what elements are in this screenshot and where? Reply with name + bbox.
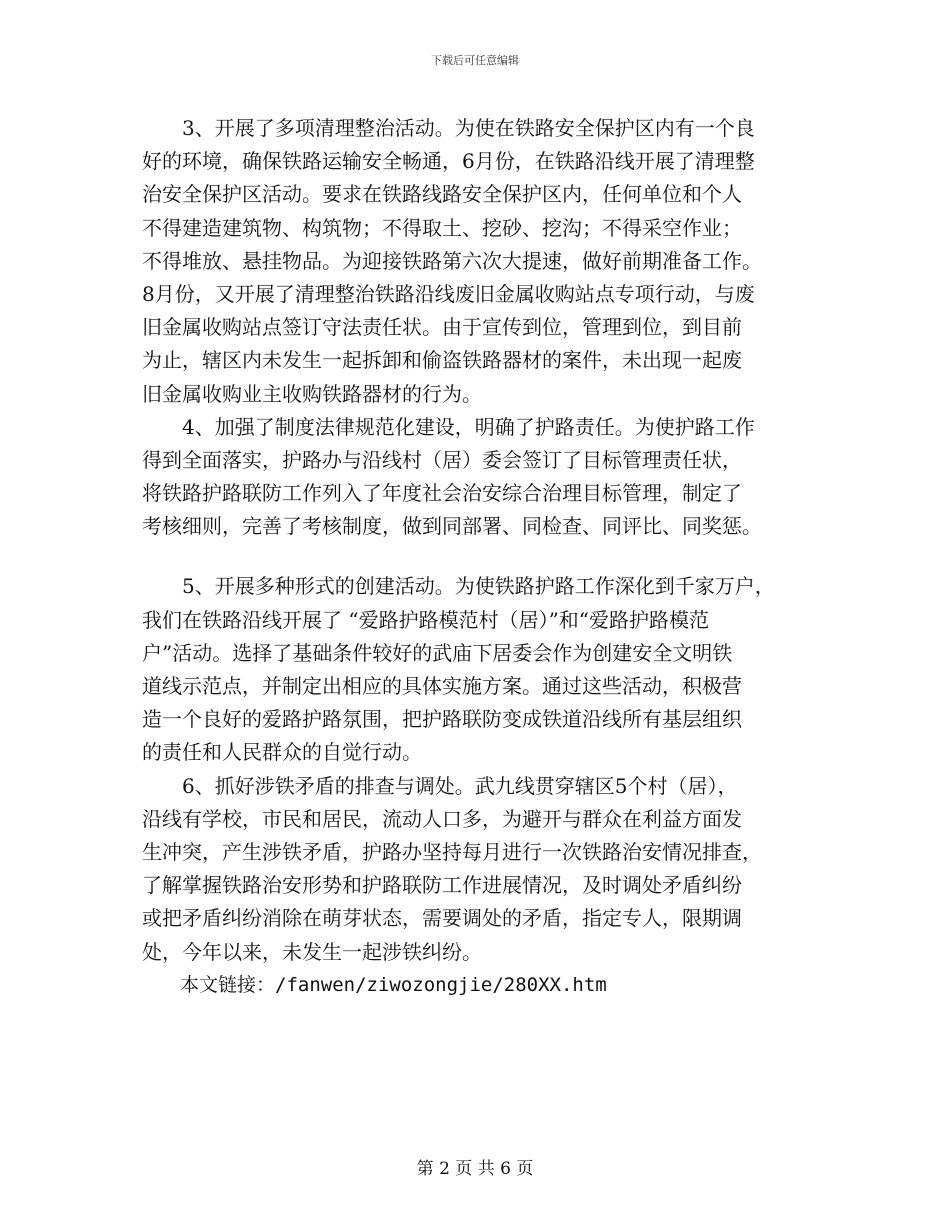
text-line: 4、加强了制度法律规范化建设，明确了护路责任。为使护路工作 (142, 414, 755, 439)
text-line: 造一个良好的爱路护路氛围，把护路联防变成铁道沿线所有基层组织 (142, 707, 742, 732)
article-link[interactable]: 本文链接：/fanwen/ziwozongjie/280XX.htm (142, 973, 607, 996)
text-line: 旧金属收购业主收购铁路器材的行为。 (142, 381, 482, 406)
text-line: 生冲突，产生涉铁矛盾，护路办坚持每月进行一次铁路治安情况排查， (142, 839, 762, 864)
paragraph-6 (142, 770, 822, 969)
page-footer: 第 2 页 共 6 页 (416, 1159, 534, 1179)
text-line: 考核细则，完善了考核制度，做到同部署、同检查、同评比、同奖惩。 (142, 514, 762, 539)
text-line: 治安全保护区活动。要求在铁路线路安全保护区内，任何单位和个人 (142, 182, 742, 207)
paragraph-5 (142, 570, 822, 769)
text-line: 不得堆放、悬挂物品。为迎接铁路第六次大提速，做好前期准备工作。 (142, 248, 762, 273)
text-line: 6、抓好涉铁矛盾的排查与调处。武九线贯穿辖区5个村（居）， (142, 773, 738, 798)
paragraph-spacer (142, 543, 822, 570)
page-header: 下载后可任意编辑 (431, 54, 519, 67)
text-line: 8月份，又开展了清理整治铁路沿线废旧金属收购站点专项行动，与废 (142, 281, 755, 306)
text-line: 将铁路护路联防工作列入了年度社会治安综合治理目标管理，制定了 (142, 481, 742, 506)
text-line: 旧金属收购站点签订守法责任状。由于宣传到位，管理到位，到目前 (142, 315, 742, 340)
text-line: 5、开展多种形式的创建活动。为使铁路护路工作深化到千家万户， (142, 574, 775, 599)
document-body (142, 112, 822, 1002)
text-line: 得到全面落实，护路办与沿线村（居）委会签订了目标管理责任状， (142, 447, 742, 472)
text-line: 沿线有学校，市民和居民，流动人口多，为避开与群众在利益方面发 (142, 806, 742, 831)
text-line: 我们在铁路沿线开展了 “爱路护路模范村（居）”和“爱路护路模范 (142, 607, 710, 632)
text-line: 户”活动。选择了基础条件较好的武庙下居委会作为创建安全文明铁 (142, 640, 733, 665)
text-line: 好的环境，确保铁路运输安全畅通，6月份，在铁路沿线开展了清理整 (142, 149, 755, 174)
paragraph-3 (142, 112, 822, 411)
text-line: 3、开展了多项清理整治活动。为使在铁路安全保护区内有一个良 (142, 116, 755, 140)
text-line: 处，今年以来，未发生一起涉铁纠纷。 (142, 939, 482, 964)
text-line: 道线示范点，并制定出相应的具体实施方案。通过这些活动，积极营 (142, 674, 742, 698)
text-line: 或把矛盾纠纷消除在萌芽状态，需要调处的矛盾，指定专人，限期调 (142, 906, 742, 931)
text-line: 了解掌握铁路治安形势和护路联防工作进展情况，及时调处矛盾纠纷 (142, 873, 742, 898)
text-line: 不得建造建筑物、构筑物；不得取土、挖砂、挖沟；不得采空作业； (142, 215, 742, 240)
text-line: 为止，辖区内未发生一起拆卸和偷盗铁路器材的案件，未出现一起废 (142, 348, 742, 373)
paragraph-4 (142, 411, 822, 544)
text-line: 的责任和人民群众的自觉行动。 (142, 740, 422, 765)
